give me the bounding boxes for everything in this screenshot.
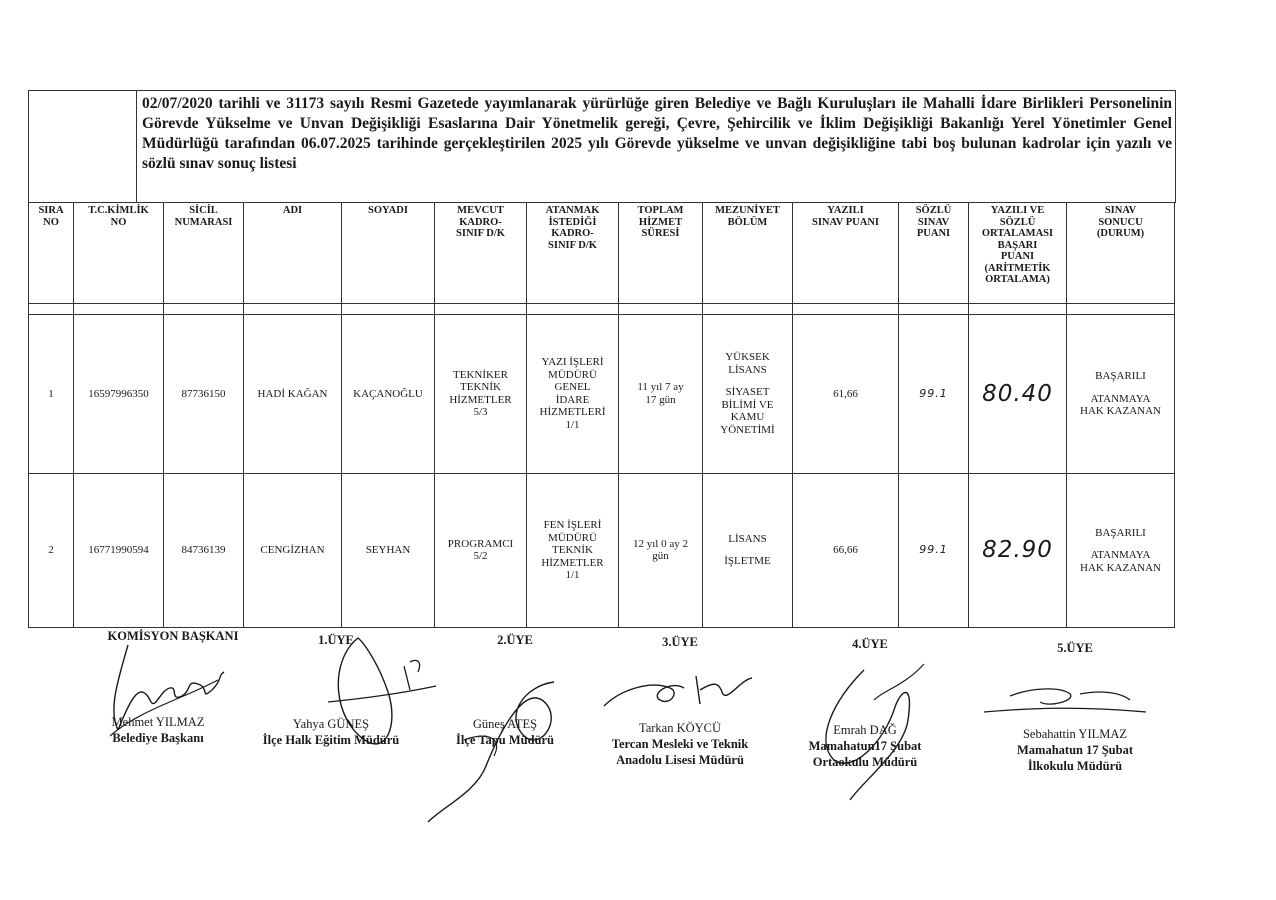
- header-tc: [74, 203, 164, 304]
- text-line: gün: [652, 550, 669, 563]
- text-line: ORTALAMA): [985, 274, 1050, 285]
- text-line: 1/1: [565, 569, 580, 582]
- text-line: YAZI İŞLERİ: [541, 356, 604, 369]
- text-line: İDARE: [555, 393, 590, 406]
- text-line: MEVCUT: [457, 205, 504, 216]
- header-sira: [29, 203, 74, 304]
- table-row: [29, 473, 1175, 627]
- text-line: KADRO-: [551, 228, 594, 239]
- cell-sonuc: BAŞARILI ATANMAYA HAK KAZANAN: [1067, 473, 1175, 627]
- signature-role: 4.ÜYE: [852, 637, 888, 651]
- handwritten-signature-chair: [100, 640, 240, 740]
- text-line: TEKNİK: [552, 544, 593, 557]
- text-line: NUMARASI: [174, 216, 233, 228]
- text-line: MÜDÜRÜ: [548, 368, 597, 381]
- text-line: İlçe Halk Eğitim Müdürü: [262, 733, 400, 747]
- document-title: 02/07/2020 tarihli ve 31173 sayılı Resmi Gazetede yayımlanarak yürürlüğe giren Belediye ve Bağlı Kuruluşları ile Mahalli İdare Birlikleri Personelinin Görevde Yükselme ve Unvan Değişikliği Esaslarına Dair Yönetmelik gereği, Çevre, Şehircilik ve İklim Değişikliği Bakanlığı Yerel Yönetimler Genel Müdürlüğü tarafından 06.07.2025 tarihinde gerçekleştirilen 2025 yılı Görevde yükselme ve unvan değişikliğine tabi boş bulunan kadrolar için yazılı ve sözlü sınav sonuç listesi: [142, 95, 1172, 172]
- signature-role: 1.ÜYE: [318, 633, 354, 647]
- text-line: HAK KAZANAN: [1080, 561, 1161, 574]
- signature-name: Güneş ATEŞ: [472, 717, 538, 731]
- header-adi: [244, 203, 342, 304]
- signature-name: Tarkan KÖYCÜ: [638, 721, 722, 735]
- cell-sicil: 84736139: [164, 473, 244, 627]
- text-line: Mamahatun17 Şubat: [808, 739, 922, 753]
- text-line: GENEL: [554, 381, 591, 394]
- text-line: 17 gün: [645, 393, 676, 406]
- text-line: SÜRESİ: [641, 228, 680, 239]
- text-line: İSTEDİĞİ: [548, 216, 597, 228]
- text-line: TEKNİK: [460, 381, 501, 394]
- cell-sira: 2: [29, 473, 74, 627]
- header-ortalama: [969, 203, 1067, 304]
- cell-yazili: 66,66: [793, 473, 899, 627]
- signature-name: Sebahattin YILMAZ: [1022, 727, 1128, 741]
- text-line: YAZILI VE: [990, 205, 1045, 216]
- text-line: (DURUM): [1096, 228, 1145, 239]
- signature-role: 3.ÜYE: [662, 635, 698, 649]
- text-line: SINAV: [1104, 205, 1137, 216]
- header-mezuniyet: [703, 203, 793, 304]
- cell-soyadi: KAÇANOĞLU: [342, 315, 435, 473]
- text-line: SINIF D/K: [548, 239, 597, 251]
- text-line: Anadolu Lisesi Müdürü: [616, 753, 744, 767]
- cell-sicil: 87736150: [164, 315, 244, 473]
- cell-mevcut: [435, 315, 527, 473]
- signature-role: 2.ÜYE: [497, 633, 533, 647]
- text-line: HAK KAZANAN: [1080, 405, 1161, 418]
- text-line: TEKNİKER: [453, 368, 508, 381]
- cell-sonuc: BAŞARILI ATANMAYA HAK KAZANAN: [1067, 315, 1175, 473]
- cell-atanmak: [527, 315, 619, 473]
- text-line: LİSANS: [728, 532, 767, 545]
- text-line: SOYADI: [368, 205, 408, 216]
- text-line: LİSANS: [728, 363, 767, 376]
- text-line: HİZMETLER: [541, 556, 604, 569]
- text-line: İŞLETME: [724, 555, 771, 568]
- text-line: SINAV PUANI: [811, 216, 879, 228]
- text-line: BAŞARI: [997, 239, 1038, 251]
- cell-sira: 1: [29, 315, 74, 473]
- text-line: TOPLAM: [637, 205, 684, 216]
- text-line: SIRA: [38, 205, 64, 216]
- signature-title: [582, 736, 778, 768]
- cell-ortalama: 82.90: [969, 473, 1067, 627]
- table-header-row: [29, 203, 1175, 304]
- text-line: Belediye Başkanı: [112, 731, 204, 745]
- handwritten-signature-member-2: [424, 676, 574, 826]
- text-line: 5/2: [473, 550, 488, 563]
- text-line: HİZMET: [638, 216, 683, 228]
- cell-toplam: [619, 315, 703, 473]
- text-line: SINIF D/K: [456, 228, 505, 239]
- cell-sozlu: 99.1: [899, 315, 969, 473]
- text-line: HİZMETLER: [449, 393, 512, 406]
- table-row: [29, 315, 1175, 473]
- text-line: KAMU: [730, 411, 765, 424]
- text-line: SÖZLÜ: [915, 205, 952, 216]
- cell-adi: HADİ KAĞAN: [244, 315, 342, 473]
- header-atanmak: [527, 203, 619, 304]
- signature-name: Mehmet YILMAZ: [111, 715, 205, 729]
- text-line: ORTALAMASI: [981, 228, 1054, 239]
- cell-toplam: [619, 473, 703, 627]
- signature-role: KOMİSYON BAŞKANI: [107, 629, 239, 643]
- text-line: 1/1: [565, 418, 580, 431]
- cell-atanmak: [527, 473, 619, 627]
- text-line: Ortaokulu Müdürü: [812, 755, 918, 769]
- results-table: [28, 202, 1175, 628]
- header-sonuc: [1067, 203, 1175, 304]
- handwritten-signature-member-4: [804, 660, 934, 810]
- cell-mezuniyet: [703, 315, 793, 473]
- text-line: BÖLÜM: [727, 216, 768, 228]
- header-soyadi: [342, 203, 435, 304]
- text-line: ATANMAYA: [1090, 392, 1151, 405]
- header-sozlu: [899, 203, 969, 304]
- header-sicil: [164, 203, 244, 304]
- text-line: PUANI: [1000, 251, 1035, 262]
- text-line: SİCİL: [189, 205, 218, 216]
- cell-tc: 16597996350: [74, 315, 164, 473]
- text-line: NO: [43, 216, 59, 228]
- signature-title: [1000, 742, 1150, 774]
- header-toplam: [619, 203, 703, 304]
- text-line: BİLİMİ VE: [721, 398, 774, 411]
- text-line: SINAV: [917, 216, 950, 228]
- cell-tc: 16771990594: [74, 473, 164, 627]
- text-line: FEN İŞLERİ: [543, 519, 602, 532]
- cell-yazili: 61,66: [793, 315, 899, 473]
- handwritten-signature-member-5: [980, 682, 1150, 722]
- text-line: 12 yıl 0 ay 2: [633, 537, 688, 550]
- cell-sozlu: 99.1: [899, 473, 969, 627]
- text-line: YÜKSEK: [725, 351, 770, 364]
- text-line: YAZILI: [827, 205, 864, 216]
- text-line: SONUCU: [1098, 216, 1143, 228]
- text-line: (ARİTMETİK: [984, 262, 1051, 274]
- signature-name: Yahya GÜNEŞ: [292, 717, 370, 731]
- handwritten-signature-member-3: [600, 670, 760, 720]
- text-line: İlçe Tapu Müdürü: [456, 733, 554, 747]
- text-line: İlkokulu Müdürü: [1027, 759, 1123, 773]
- text-line: MEZUNİYET: [715, 205, 780, 216]
- text-line: T.C.KİMLİK: [88, 205, 149, 216]
- cell-adi: CENGİZHAN: [244, 473, 342, 627]
- header-mevcut: [435, 203, 527, 304]
- signature-name: Emrah DAĞ: [833, 723, 897, 737]
- text-line: MÜDÜRÜ: [548, 531, 597, 544]
- text-line: SİYASET: [725, 386, 770, 399]
- text-line: Mamahatun 17 Şubat: [1017, 743, 1133, 757]
- text-line: Tercan Mesleki ve Teknik: [611, 737, 749, 751]
- text-line: KADRO-: [459, 216, 502, 228]
- cell-ortalama: 80.40: [969, 315, 1067, 473]
- text-line: ADI: [282, 205, 303, 216]
- text-line: PROGRAMCI: [447, 537, 514, 550]
- text-line: 5/3: [473, 406, 488, 419]
- signature-role: 5.ÜYE: [1057, 641, 1093, 655]
- cell-mezuniyet: [703, 473, 793, 627]
- header-yazili: [793, 203, 899, 304]
- text-line: 11 yıl 7 ay: [637, 381, 684, 394]
- cell-soyadi: SEYHAN: [342, 473, 435, 627]
- text-line: PUANI: [916, 228, 951, 239]
- text-line: HİZMETLERİ: [539, 406, 606, 419]
- text-line: ATANMAK: [545, 205, 600, 216]
- cell-mevcut: [435, 473, 527, 627]
- intro-divider: [136, 90, 137, 202]
- spacer-row: [29, 304, 1175, 315]
- text-line: YÖNETİMİ: [720, 423, 775, 436]
- text-line: NO: [110, 216, 127, 228]
- text-line: SÖZLÜ: [999, 216, 1036, 228]
- text-line: ATANMAYA: [1090, 549, 1151, 562]
